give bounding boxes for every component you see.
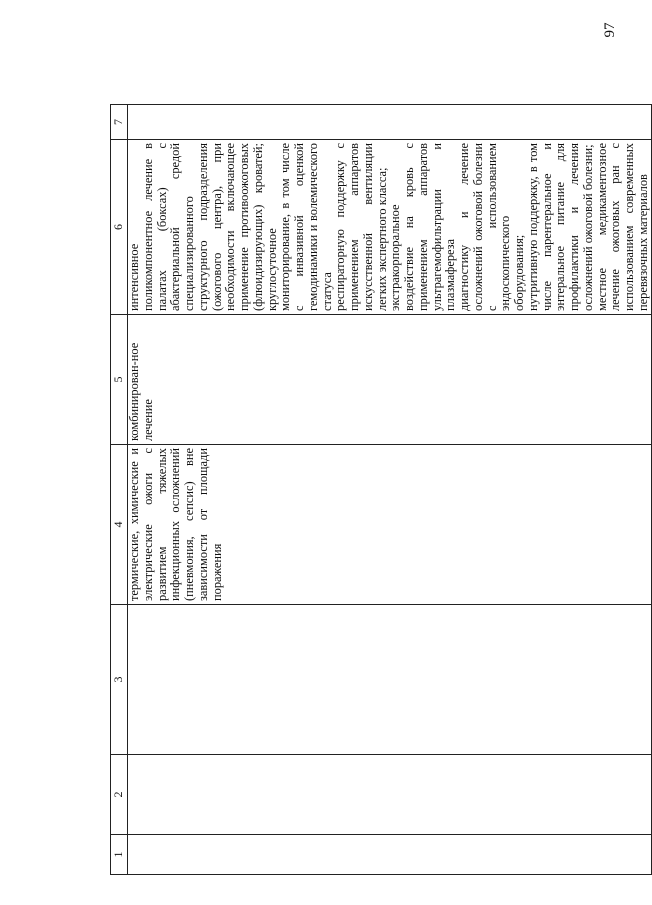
- column-header-1: 1: [111, 835, 128, 875]
- method-item: диагностику и лечение осложнений ожоговой болезни с использованием эндоскопического оборудования;: [457, 143, 526, 311]
- cell-treatment-methods: [128, 140, 652, 315]
- page-number: 97: [602, 22, 618, 38]
- method-item: экстракорпоральное воздействие на кровь с применением аппаратов ультрагемофильтрации и плазмафереза: [388, 143, 458, 311]
- method-item: нутритивную поддержку, в том числе парентеральное и энтеральное питание для профилактики и лечения осложнений ожоговой болезни;: [525, 143, 595, 311]
- cell-treatment-type: комбинирован-ное лечение: [128, 315, 652, 445]
- cell-col3: [128, 605, 652, 755]
- method-item: респираторную поддержку с применением аппаратов искусственной вентиляции легких экспертного класса;: [333, 143, 389, 311]
- method-item: местное медикаментозное лечение ожоговых ран с использованием современных перевязочных материалов: [594, 143, 650, 311]
- method-item: интенсивное поликомпонентное лечение в палатах (боксах) с абактериальной средой специализированного структурного подразделения (ожогового центра), при необходимости включающее применение противоожоговых (флюидизирующих) кроватей; круглосуточное мониторирование, в том числе с инвазивной оценкой гемодинамики и волемического статуса: [127, 143, 334, 311]
- column-header-3: 3: [111, 605, 128, 755]
- column-header-4: 4: [111, 445, 128, 605]
- table-row: [128, 105, 652, 875]
- cell-col7: [128, 105, 652, 140]
- column-header-7: 7: [111, 105, 128, 140]
- table-header-row: [111, 105, 128, 875]
- cell-diagnosis: термические, химические и электрические ожоги с развитием тяжелых инфекционных осложнений (пневмония, сепсис) вне зависимости от площади поражения: [128, 445, 652, 605]
- cell-col1: [128, 835, 652, 875]
- column-header-2: 2: [111, 755, 128, 835]
- treatment-table: [110, 104, 652, 875]
- column-header-5: 5: [111, 315, 128, 445]
- rotated-table-container: [110, 105, 650, 875]
- cell-col2: [128, 755, 652, 835]
- column-header-6: 6: [111, 140, 128, 315]
